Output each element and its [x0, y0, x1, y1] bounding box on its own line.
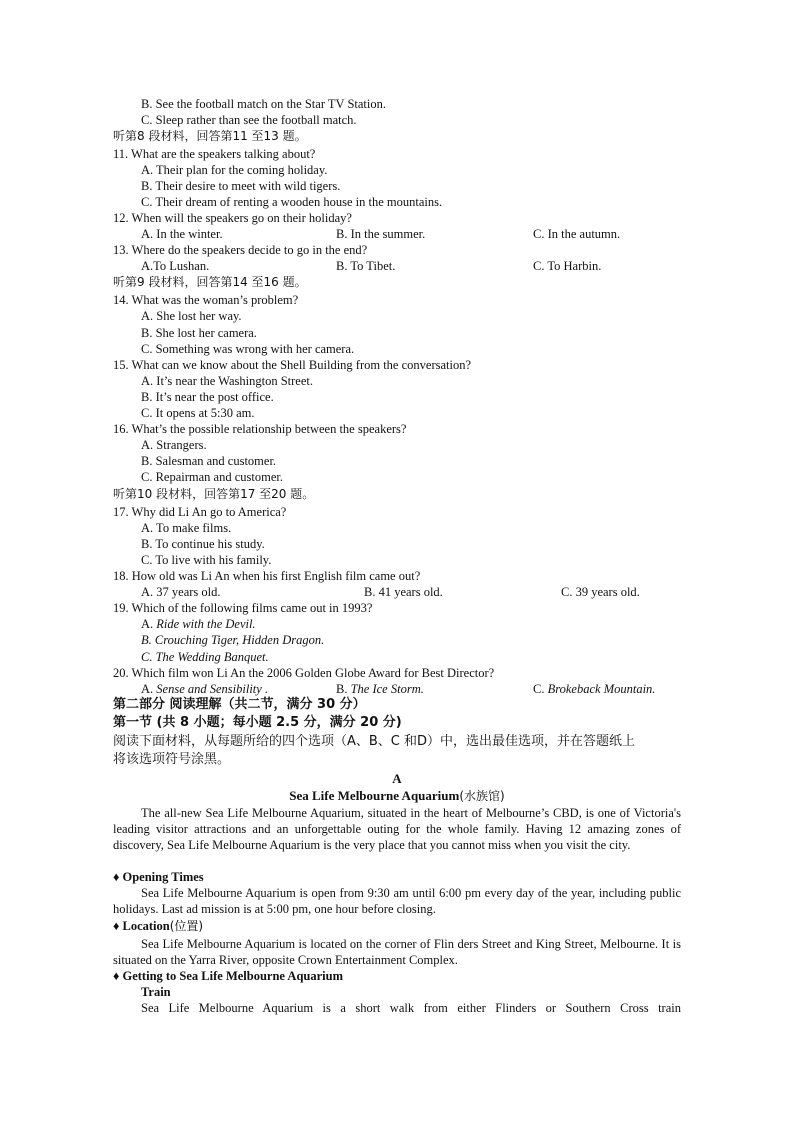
- question-18: 18. How old was Li An when his first English film came out?: [113, 569, 421, 583]
- q15-option-c: C. It opens at 5:30 am.: [141, 406, 255, 420]
- q14-option-c: C. Something was wrong with her camera.: [141, 342, 355, 356]
- q12-option-a: A. In the winter.: [141, 227, 223, 241]
- q10-option-c: C. Sleep rather than see the football match.: [141, 113, 357, 127]
- q12-option-c: C. In the autumn.: [533, 227, 621, 241]
- q20-option-c-prefix: C.: [533, 682, 545, 696]
- part2-heading: 第二部分 阅读理解（共二节，满分 30 分）: [113, 697, 366, 712]
- passage-letter: A: [392, 771, 402, 786]
- question-15: 15. What can we know about the Shell Building from the conversation?: [113, 358, 472, 372]
- passage-title-cn: (水族馆): [459, 789, 505, 803]
- q13-option-a: A.To Lushan.: [141, 259, 210, 273]
- section10-instruction: 听第10 段材料，回答第17 至20 题。: [113, 487, 315, 501]
- q19-option-a: [141, 616, 256, 632]
- question-19: 19. Which of the following films came out in 1993?: [113, 601, 373, 615]
- q13-option-c: C. To Harbin.: [533, 259, 602, 273]
- heading-getting-there: ♦ Getting to Sea Life Melbourne Aquarium: [113, 969, 343, 983]
- q19-option-c: C. The Wedding Banquet.: [141, 650, 269, 664]
- section1-heading: 第一节 (共 8 小题；每小题 2.5 分，满分 20 分): [113, 715, 402, 730]
- section9-instruction: 听第9 段材料，回答第14 至16 题。: [113, 275, 307, 289]
- q18-option-b: B. 41 years old.: [364, 585, 443, 599]
- heading-location-en: ♦ Location: [113, 919, 170, 933]
- q20-option-c: [533, 681, 655, 697]
- q20-option-a-prefix: A.: [141, 682, 154, 696]
- q20-option-a: [141, 681, 268, 697]
- train-text: Sea Life Melbourne Aquarium is a short walk from either Flinders or Southern Cross train: [141, 1001, 681, 1015]
- q11-option-c: C. Their dream of renting a wooden house in the mountains.: [141, 195, 443, 209]
- q20-option-b: [336, 681, 424, 697]
- question-16: 16. What’s the possible relationship between the speakers?: [113, 422, 407, 436]
- heading-train: Train: [141, 985, 171, 999]
- passage-intro: The all-new Sea Life Melbourne Aquarium, situated in the heart of Melbourne’s CBD, is one of Victoria's leading visitor attractions and an unforgettable outing for the whole family. Having 12 amazing zones of discovery, Sea Life Melbourne Aquarium is the very place that you cannot miss when you visit the city.: [113, 806, 681, 852]
- q10-option-b: B. See the football match on the Star TV Station.: [141, 97, 386, 111]
- section8-instruction: 听第8 段材料，回答第11 至13 题。: [113, 129, 307, 143]
- q11-option-a: A. Their plan for the coming holiday.: [141, 163, 328, 177]
- passage-title: [113, 788, 681, 804]
- q18-option-a: A. 37 years old.: [141, 585, 221, 599]
- q17-option-b: B. To continue his study.: [141, 537, 265, 551]
- q20-option-c-text: Brokeback Mountain.: [547, 682, 656, 696]
- q13-option-b: B. To Tibet.: [336, 259, 396, 273]
- q14-option-a: A. She lost her way.: [141, 309, 242, 323]
- q17-option-c: C. To live with his family.: [141, 553, 272, 567]
- location-text: Sea Life Melbourne Aquarium is located on the corner of Flin ders Street and King Street, Melbourne. It is situated on the Yarra River, opposite Crown Entertainment Complex.: [113, 937, 681, 967]
- q20-option-b-text: The Ice Storm.: [350, 682, 424, 696]
- q19-option-a-prefix: A.: [141, 617, 154, 631]
- q16-option-a: A. Strangers.: [141, 438, 207, 452]
- question-13: 13. Where do the speakers decide to go in the end?: [113, 243, 368, 257]
- q15-option-b: B. It’s near the post office.: [141, 390, 274, 404]
- q12-option-b: B. In the summer.: [336, 227, 426, 241]
- q16-option-c: C. Repairman and customer.: [141, 470, 283, 484]
- q20-option-b-prefix: B.: [336, 682, 348, 696]
- q18-option-c: C. 39 years old.: [561, 585, 640, 599]
- q17-option-a: A. To make films.: [141, 521, 232, 535]
- heading-location-cn: (位置): [169, 919, 204, 933]
- q14-option-b: B. She lost her camera.: [141, 326, 257, 340]
- heading-opening-times: ♦ Opening Times: [113, 870, 204, 884]
- q20-option-a-text: Sense and Sensibility .: [156, 682, 269, 696]
- question-12: 12. When will the speakers go on their holiday?: [113, 211, 352, 225]
- instruction-line-2: 将该选项符号涂黑。: [113, 752, 231, 767]
- passage-title-en: Sea Life Melbourne Aquarium: [289, 788, 460, 803]
- question-20: 20. Which film won Li An the 2006 Golden Globe Award for Best Director?: [113, 666, 495, 680]
- instruction-line-1: 阅读下面材料，从每题所给的四个选项（A、B、C 和D）中，选出最佳选项，并在答题纸上: [113, 734, 636, 749]
- question-14: 14. What was the woman’s problem?: [113, 293, 299, 307]
- q15-option-a: A. It’s near the Washington Street.: [141, 374, 313, 388]
- question-17: 17. Why did Li An go to America?: [113, 505, 287, 519]
- heading-location: [113, 918, 203, 934]
- q19-option-b: B. Crouching Tiger, Hidden Dragon.: [141, 633, 325, 647]
- question-11: 11. What are the speakers talking about?: [113, 147, 316, 161]
- q16-option-b: B. Salesman and customer.: [141, 454, 277, 468]
- q11-option-b: B. Their desire to meet with wild tigers.: [141, 179, 341, 193]
- opening-times-text: Sea Life Melbourne Aquarium is open from 9:30 am until 6:00 pm every day of the year, including public holidays. Last ad mission is at 5:00 pm, one hour before closing.: [113, 886, 681, 916]
- q19-option-a-text: Ride with the Devil.: [156, 617, 256, 631]
